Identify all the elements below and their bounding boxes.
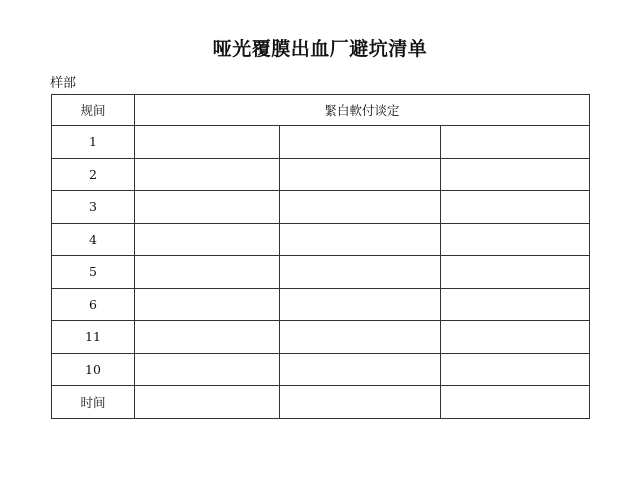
table-cell[interactable]: [135, 256, 280, 289]
table-row: [52, 191, 590, 224]
table-cell[interactable]: [441, 256, 590, 289]
row-number-cell: 2: [52, 158, 135, 191]
table-cell[interactable]: [135, 158, 280, 191]
row-number-cell: 6: [52, 288, 135, 321]
table-cell[interactable]: [135, 288, 280, 321]
table-cell[interactable]: [280, 386, 441, 419]
table-cell[interactable]: [135, 191, 280, 224]
table-cell[interactable]: [441, 386, 590, 419]
row-number-cell: 10: [52, 353, 135, 386]
row-number-cell: 1: [52, 126, 135, 159]
table-cell[interactable]: [280, 223, 441, 256]
table-cell[interactable]: [441, 288, 590, 321]
table-cell[interactable]: [280, 321, 441, 354]
table-cell[interactable]: [135, 353, 280, 386]
header-cell-first: 规间: [52, 95, 135, 126]
row-number-cell: 11: [52, 321, 135, 354]
table-row: [52, 223, 590, 256]
table-cell[interactable]: [441, 158, 590, 191]
table-cell[interactable]: [280, 353, 441, 386]
footer-label-cell: 时间: [52, 386, 135, 419]
table-cell[interactable]: [135, 321, 280, 354]
table-cell[interactable]: [280, 256, 441, 289]
table-cell[interactable]: [441, 353, 590, 386]
table-row: [52, 353, 590, 386]
table-row: [52, 288, 590, 321]
table-cell[interactable]: [280, 158, 441, 191]
table-row: [52, 321, 590, 354]
row-number-cell: 4: [52, 223, 135, 256]
table-cell[interactable]: [441, 223, 590, 256]
row-number-cell: 3: [52, 191, 135, 224]
section-label: 样部: [50, 76, 77, 91]
table-cell[interactable]: [441, 191, 590, 224]
checklist-table: [51, 94, 590, 419]
table-cell[interactable]: [135, 126, 280, 159]
table-cell[interactable]: [280, 288, 441, 321]
table-cell[interactable]: [135, 386, 280, 419]
table-cell[interactable]: [441, 321, 590, 354]
row-number-cell: 5: [52, 256, 135, 289]
table-cell[interactable]: [135, 223, 280, 256]
table-row: [52, 126, 590, 159]
table-row: [52, 158, 590, 191]
table-cell[interactable]: [280, 191, 441, 224]
table-cell[interactable]: [441, 126, 590, 159]
header-cell-merged: 緊白軟付谈定: [135, 95, 590, 126]
table-footer-row: [52, 386, 590, 419]
table-row: [52, 256, 590, 289]
table-cell[interactable]: [280, 126, 441, 159]
table-header-row: [52, 95, 590, 126]
page-title: 哑光覆膜出血厂避坑清单: [212, 38, 428, 60]
